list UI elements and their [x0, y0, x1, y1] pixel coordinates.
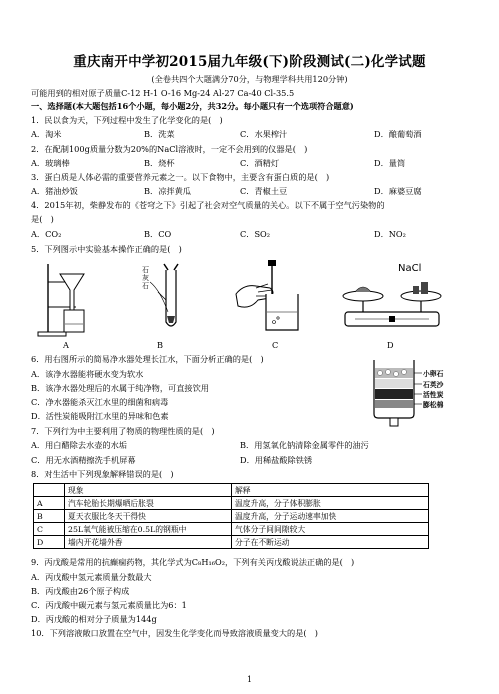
q7-option-d: D．用稀盐酸除铁锈	[240, 455, 313, 465]
q1-option-a: A．淘米	[31, 129, 62, 139]
q9-option-d: D．丙戊酸的相对分子质量为144g	[31, 614, 157, 624]
table-cell: 汽车轮胎长期爆晒后胀裂	[65, 497, 232, 510]
table-cell: 气体分子间间隙较大	[232, 523, 429, 536]
table-header-cell	[34, 484, 65, 497]
q3-option-a: A．猪油炒饭	[31, 186, 78, 196]
table-header-cell: 解释	[232, 484, 429, 497]
table-header-row	[34, 484, 429, 497]
q4-option-c: C．SO₂	[240, 229, 271, 239]
q5-label-limestone: 石灰石	[142, 266, 149, 290]
table-row	[34, 536, 429, 549]
q5-figure-d	[335, 262, 455, 337]
q3-option-d: D．麻婆豆腐	[374, 186, 422, 196]
q6-option-a: A．该净水器能将硬水变为软水	[31, 369, 144, 379]
page-title: 重庆南开中学初2015届九年级(下)阶段测试(二)化学试题	[73, 54, 426, 70]
subtitle: (全卷共四个大题满分70分，与物理学科共用120分钟)	[151, 74, 348, 84]
section-heading: 一、选择题(本大题包括16个小题，每小题2分，共32分。每小题只有一个选项符合题意)	[31, 101, 354, 111]
q8-stem: 8．对生活中下列现象解释错误的是( )	[31, 469, 174, 479]
table-cell: 温度升高，分子运动速率加快	[232, 510, 429, 523]
table-cell: B	[34, 510, 65, 523]
q5-label-nacl: NaCl	[398, 263, 422, 274]
q1-option-c: C．水果榨汁	[240, 129, 288, 139]
filter-label-cotton: 膨松棉	[423, 401, 444, 409]
q5-figure-c	[232, 258, 317, 338]
q6-option-b: B．该净水器处理后的水属于纯净物，可直接饮用	[31, 383, 209, 393]
q8-table	[33, 483, 429, 549]
q9-stem: 9．丙戊酸是常用的抗癫痫药物，其化学式为C₈H₁₆O₂，下列有关丙戊酸说法正确的是( )	[31, 557, 355, 567]
table-cell: D	[34, 536, 65, 549]
q5-option-a: A	[63, 340, 69, 350]
table-cell: 分子在不断运动	[232, 536, 429, 549]
table-cell: A	[34, 497, 65, 510]
q7-option-a: A．用白醋除去水壶的水垢	[31, 440, 127, 450]
q7-option-c: C．用无水酒精擦洗手机屏幕	[31, 455, 136, 465]
q5-stem: 5．下列图示中实验基本操作正确的是( )	[31, 244, 182, 254]
table-cell: 温度升高，分子体积膨胀	[232, 497, 429, 510]
filter-label-quartz-sand: 石英沙	[423, 381, 444, 389]
q3-option-c: C．青椒土豆	[240, 186, 288, 196]
q6-stem: 6．用右图所示的简易净水器处理长江水，下面分析正确的是( )	[31, 354, 264, 364]
table-cell: C	[34, 523, 65, 536]
q2-option-d: D．量筒	[374, 158, 406, 168]
table-header-cell: 现象	[65, 484, 232, 497]
q6-option-d: D．活性炭能吸附江水里的异味和色素	[31, 411, 169, 421]
q10-stem: 10．下列溶液敞口放置在空气中，因发生化学变化而导致溶液质量变大的是( )	[31, 628, 318, 638]
q1-stem: 1．民以食为天，下列过程中发生了化学变化的是( )	[31, 115, 223, 125]
q5-option-b: B	[157, 340, 164, 350]
q7-stem: 7．下列行为中主要利用了物质的物理性质的是( )	[31, 426, 215, 436]
table-row	[34, 523, 429, 536]
q1-option-d: D．酿葡萄酒	[374, 129, 422, 139]
q9-option-a: A．丙戊酸中氢元素质量分数最大	[31, 572, 152, 582]
q1-option-b: B．洗菜	[144, 129, 175, 139]
q9-option-c: C．丙戊酸中碳元素与氢元素质量比为6：1	[31, 600, 187, 610]
q5-option-d: D	[387, 340, 394, 350]
atomic-mass-note: 可能用到的相对原子质量C-12 H-1 O-16 Mg-24 Al-27 Ca-40 Cl-35.5	[31, 88, 295, 98]
q2-stem: 2．在配制100g质量分数为20%的NaCl溶液时，一定不会用到的仪器是( )	[31, 144, 308, 154]
q3-option-b: B．凉拌黄瓜	[144, 186, 191, 196]
q4-option-a: A．CO₂	[31, 229, 62, 239]
q9-option-b: B．丙戊酸由26个原子构成	[31, 586, 130, 596]
table-row	[34, 510, 429, 523]
table-row	[34, 497, 429, 510]
q5-figure-a	[36, 262, 106, 337]
page-number: 1	[246, 675, 253, 684]
q4-stem-cont: 是( )	[31, 214, 54, 224]
q2-option-a: A．玻璃棒	[31, 158, 70, 168]
filter-label-activated-carbon: 活性炭	[423, 391, 444, 399]
table-cell: 夏天衣服比冬天干得快	[65, 510, 232, 523]
q3-stem: 3．蛋白质是人体必需的重要营养元素之一。以下食物中，主要含有蛋白质的是( )	[31, 172, 330, 182]
q6-water-filter-figure	[366, 356, 426, 428]
q2-option-b: B．烧杯	[144, 158, 175, 168]
q2-option-c: C．酒精灯	[240, 158, 280, 168]
q4-option-d: D．NO₂	[374, 229, 406, 239]
q4-option-b: B．CO	[144, 229, 172, 239]
table-cell: 墙内开花墙外香	[65, 536, 232, 549]
filter-label-pebbles: 小卵石	[423, 370, 444, 378]
q7-option-b: B．用氢氧化钠清除金属零件的油污	[240, 440, 369, 450]
q6-option-c: C．净水器能杀灭江水里的细菌和病毒	[31, 397, 169, 407]
q5-option-c: C	[272, 340, 279, 350]
table-cell: 25L氧气能被压缩在0.5L的钢瓶中	[65, 523, 232, 536]
q4-stem: 4．2015年初，柴静发布的《苍穹之下》引起了社会对空气质量的关心。以下不属于空气污染物的	[31, 200, 385, 210]
